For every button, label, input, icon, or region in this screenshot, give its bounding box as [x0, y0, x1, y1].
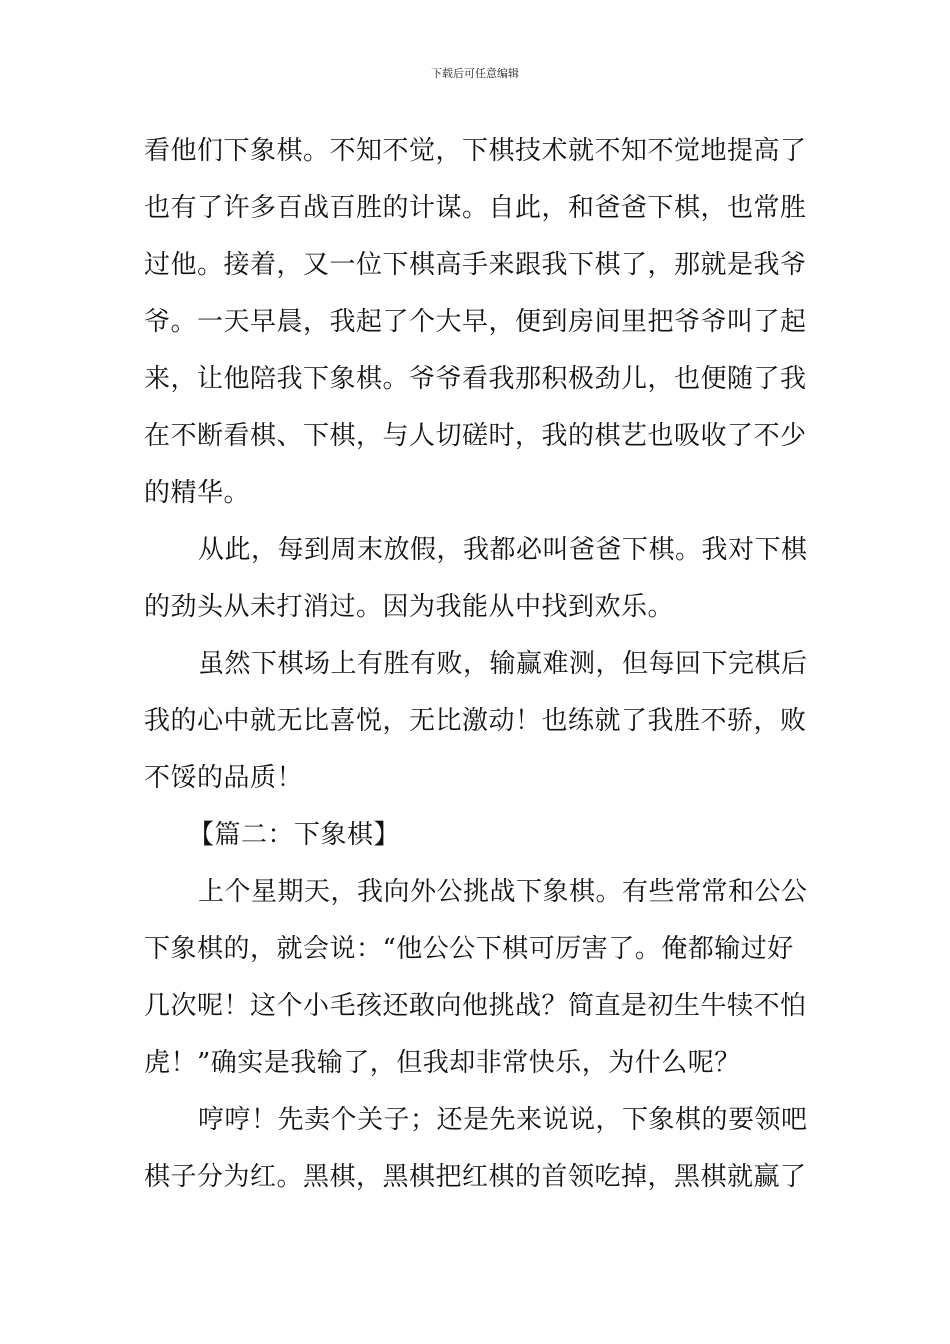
text-line: 在不断看棋、下棋，与人切磋时，我的棋艺也吸收了不少: [144, 421, 807, 451]
text-line: 来，让他陪我下象棋。爷爷看我那积极劲儿，也便随了我: [144, 364, 807, 394]
text-line: 下象棋的，就会说：“他公公下棋可厉害了。俺都输过好: [144, 934, 794, 964]
text-line: 棋子分为红。黑棋，黑棋把红棋的首领吃掉，黑棋就赢了: [144, 1162, 807, 1192]
text-line: 不馁的品质！: [144, 763, 304, 793]
text-line: 几次呢！这个小毛孩还敢向他挑战？简直是初生牛犊不怕: [144, 991, 807, 1021]
section-heading: 【篇二：下象棋】: [188, 820, 401, 850]
text-line: 的劲头从未打消过。因为我能从中找到欢乐。: [144, 592, 675, 622]
paragraph-first-line: 虽然下棋场上有胜有败，输赢难测，但每回下完棋后: [198, 649, 808, 679]
paragraph-first-line: 哼哼！先卖个关子；还是先来说说，下象棋的要领吧: [198, 1105, 808, 1135]
text-line: 爷。一天早晨，我起了个大早，便到房间里把爷爷叫了起: [144, 307, 807, 337]
text-line: 看他们下象棋。不知不觉，下棋技术就不知不觉地提高了: [144, 136, 807, 166]
paragraph-first-line: 从此，每到周末放假，我都必叫爸爸下棋。我对下棋: [198, 535, 808, 565]
text-line: 过他。接着，又一位下棋高手来跟我下棋了，那就是我爷: [144, 250, 807, 280]
page-header: 下载后可任意编辑: [431, 67, 519, 80]
paragraph-first-line: 上个星期天，我向外公挑战下象棋。有些常常和公公: [198, 877, 808, 907]
text-line: 我的心中就无比喜悦，无比激动！也练就了我胜不骄，败: [144, 706, 807, 736]
text-line: 也有了许多百战百胜的计谋。自此，和爸爸下棋，也常胜: [144, 193, 807, 223]
text-line: 的精华。: [144, 478, 251, 508]
text-line: 虎！”确实是我输了，但我却非常快乐，为什么呢？: [144, 1048, 741, 1078]
